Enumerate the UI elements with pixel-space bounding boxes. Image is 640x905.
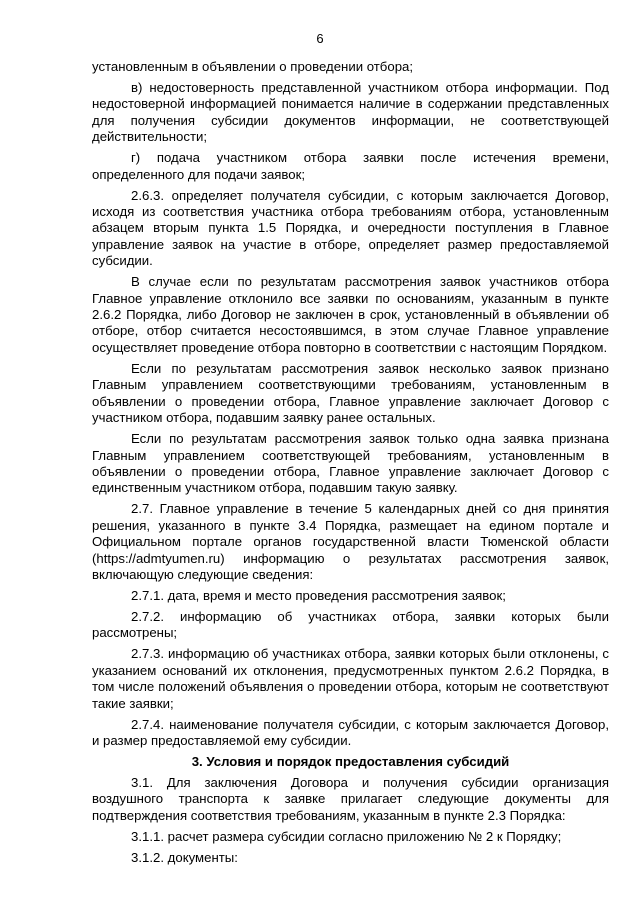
paragraph: в) недостоверность представленной участником отбора информации. Под недостоверной информацией понимается наличие в содержании представленных для получения субсидии документов информации, не соответствующей действительности; xyxy=(92,80,609,145)
paragraph: 2.7. Главное управление в течение 5 календарных дней со дня принятия решения, указанного в пункте 3.4 Порядка, размещает на едином портале и Официальном портале органов государственной власти Тюменской области (https://admtyumen.ru) информацию о результатах рассмотрения заявок, включающую следующие сведения: xyxy=(92,501,609,582)
paragraph: г) подача участником отбора заявки после истечения времени, определенного для подачи заявок; xyxy=(92,150,609,182)
paragraph: 2.6.3. определяет получателя субсидии, с которым заключается Договор, исходя из соответствия участника отбора требованиям отбора, установленным абзацем вторым пункта 1.5 Порядка, и очередности поступления в Главное управление заявок на участие в отборе, определяет размер предоставляемой субсидии. xyxy=(92,187,609,269)
paragraph: Если по результатам рассмотрения заявок только одна заявка признана Главным управлением соответствующей требованиям, установленным в объявлении о проведении отбора, Главное управление заключает Договор с единственным участником отбора, подавшим такую заявку. xyxy=(92,431,609,496)
page-number: 6 xyxy=(316,31,324,46)
section-heading: 3. Условия и порядок предоставления субсидий xyxy=(191,753,510,769)
paragraph: 3.1. Для заключения Договора и получения субсидии организация воздушного транспорта к заявке прилагает следующие документы для подтверждения соответствия требованиям, указанным в пункте 2.3 Порядка: xyxy=(92,774,609,823)
paragraph: Если по результатам рассмотрения заявок несколько заявок признано Главным управлением соответствующими требованиям, установленным в объявлении о проведении отбора, Главное управление заключает Договор с участником отбора, подавшим заявку ранее остальных. xyxy=(92,360,609,426)
paragraph: 3.1.1. расчет размера субсидии согласно приложению № 2 к Порядку; xyxy=(131,828,562,844)
paragraph: 3.1.2. документы: xyxy=(131,849,238,865)
paragraph: 2.7.2. информацию об участниках отбора, заявки которых были рассмотрены; xyxy=(92,608,609,641)
paragraph: 2.7.3. информацию об участниках отбора, заявки которых были отклонены, с указанием оснований их отклонения, предусмотренных пунктом 2.6.2 Порядка, в том числе положений объявления о проведении отбора, которым не соответствуют такие заявки; xyxy=(92,646,609,711)
document-body xyxy=(92,59,609,871)
paragraph: 2.7.4. наименование получателя субсидии, с которым заключается Договор, и размер предоставляемой ему субсидии. xyxy=(92,716,609,748)
paragraph: В случае если по результатам рассмотрения заявок участников отбора Главное управление отклонило все заявки по основаниям, указанным в пункте 2.6.2 Порядка, либо Договор не заключен в срок, установленный в объявлении об отборе, отбор считается несостоявшимся, в этом случае Главное управление осуществляет проведение отбора повторно в соответствии с настоящим Порядком. xyxy=(92,274,609,355)
paragraph: установленным в объявлении о проведении отбора; xyxy=(92,59,414,74)
paragraph: 2.7.1. дата, время и место проведения рассмотрения заявок; xyxy=(131,587,506,603)
